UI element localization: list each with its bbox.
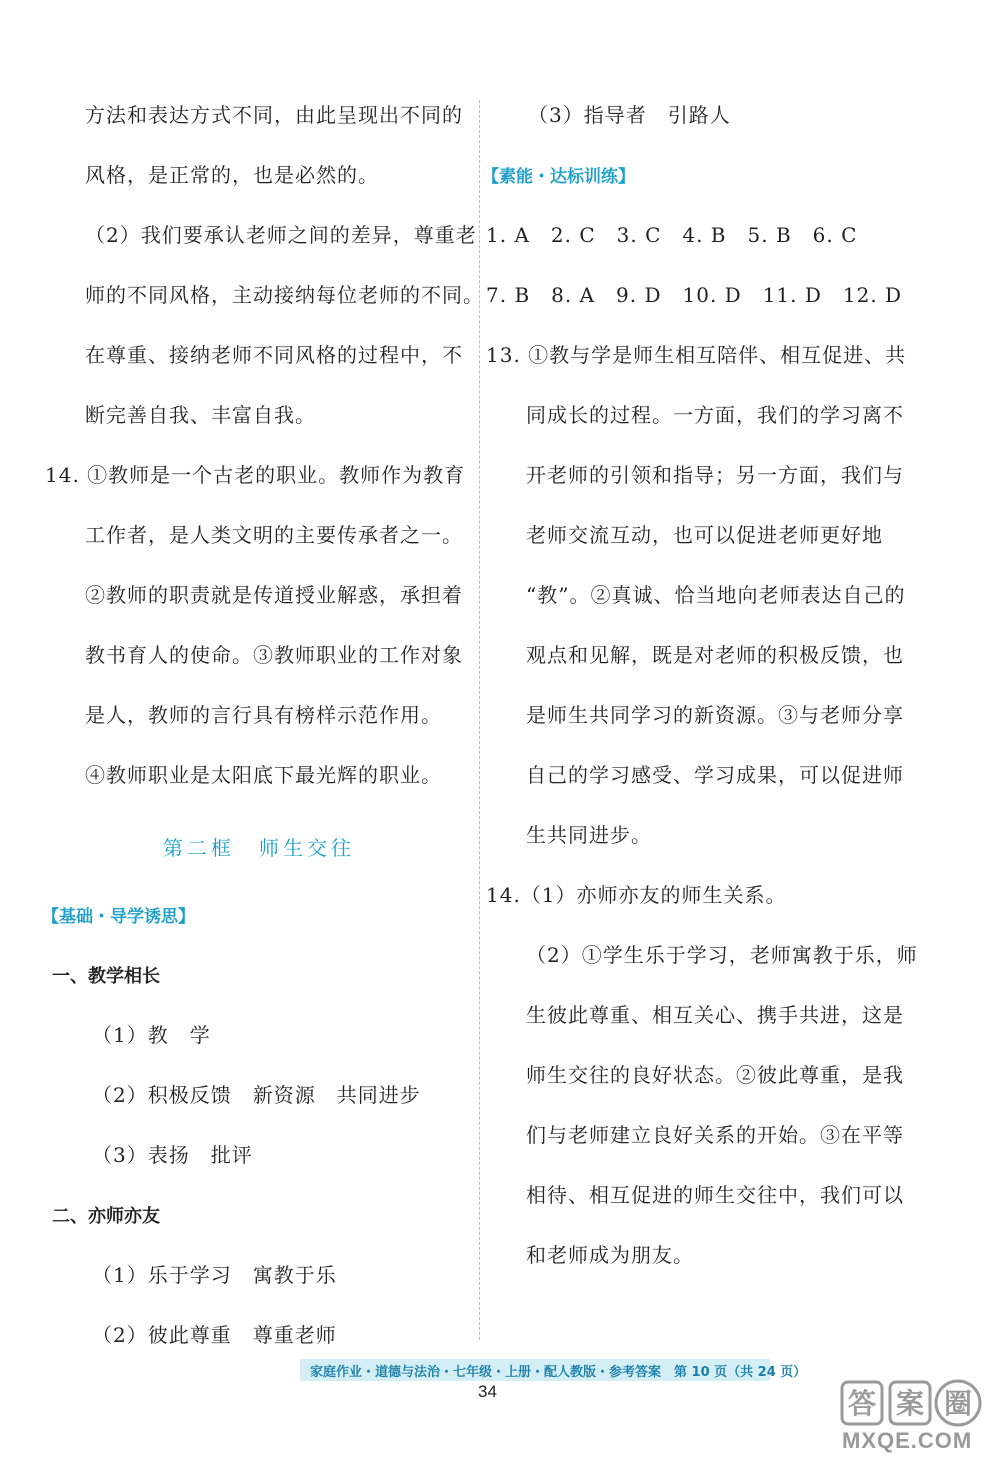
text-line: （3）指导者 引路人 xyxy=(528,103,731,127)
text-line: 观点和见解，既是对老师的积极反馈，也 xyxy=(526,643,904,667)
page-number: 34 xyxy=(478,1382,497,1401)
text-line: “教”。②真诚、恰当地向老师表达自己的 xyxy=(526,583,906,607)
text-line: 断完善自我、丰富自我。 xyxy=(85,403,316,427)
column-divider xyxy=(479,100,480,1340)
answer-row: 7. B 8. A 9. D 10. D 11. D 12. D xyxy=(486,283,903,307)
text-line: （2）我们要承认老师之间的差异，尊重老 xyxy=(85,223,477,247)
text-line: 自己的学习感受、学习成果，可以促进师 xyxy=(526,763,904,787)
text-line: ②教师的职责就是传道授业解惑，承担着 xyxy=(85,583,463,607)
list-item: （1）教 学 xyxy=(92,1023,211,1047)
section-tag-basics: 【基础・导学诱思】 xyxy=(42,907,195,927)
watermark-char: 答 xyxy=(847,1387,877,1420)
text-line: （2）①学生乐于学习，老师寓教于乐，师 xyxy=(526,943,918,967)
heading-teacher-friend: 二、亦师亦友 xyxy=(52,1206,160,1227)
text-line: 风格，是正常的，也是必然的。 xyxy=(85,163,379,187)
list-item: （2）彼此尊重 尊重老师 xyxy=(92,1323,337,1347)
text-line: 生共同进步。 xyxy=(526,823,652,847)
heading-teaching-learning: 一、教学相长 xyxy=(52,966,160,987)
section-tag-practice: 【素能・达标训练】 xyxy=(482,167,635,187)
text-line: 师生交往的良好状态。②彼此尊重，是我 xyxy=(526,1063,904,1087)
text-line: 是人，教师的言行具有榜样示范作用。 xyxy=(85,703,442,727)
list-item: （3）表扬 批评 xyxy=(92,1143,253,1167)
text-line: 工作者，是人类文明的主要传承者之一。 xyxy=(85,523,463,547)
list-item: （2）积极反馈 新资源 共同进步 xyxy=(92,1083,421,1107)
list-item: （1）乐于学习 寓教于乐 xyxy=(92,1263,337,1287)
text-line: 13. ①教与学是师生相互陪伴、相互促进、共 xyxy=(486,343,907,367)
text-line: 们与老师建立良好关系的开始。③在平等 xyxy=(526,1123,904,1147)
text-line: 14. ①教师是一个古老的职业。教师作为教育 xyxy=(45,463,466,487)
watermark-char: 案 xyxy=(895,1387,925,1420)
text-line: 老师交流互动，也可以促进老师更好地 xyxy=(526,523,883,547)
text-line: 是师生共同学习的新资源。③与老师分享 xyxy=(526,703,904,727)
footer-text: 家庭作业・道德与法治・七年级・上册・配人教版・参考答案 第 10 页（共 24 页） xyxy=(310,1365,807,1380)
text-line: ④教师职业是太阳底下最光辉的职业。 xyxy=(85,763,442,787)
watermark-char: 圈 xyxy=(943,1387,973,1420)
text-line: 开老师的引领和指导；另一方面，我们与 xyxy=(526,463,904,487)
answer-row: 1. A 2. C 3. C 4. B 5. B 6. C xyxy=(486,223,858,247)
text-line: 教书育人的使命。③教师职业的工作对象 xyxy=(85,643,463,667)
text-line: 14.（1）亦师亦友的师生关系。 xyxy=(486,883,787,907)
text-line: 同成长的过程。一方面，我们的学习离不 xyxy=(526,403,904,427)
text-line: 师的不同风格，主动接纳每位老师的不同。 xyxy=(85,283,484,307)
text-line: 相待、相互促进的师生交往中，我们可以 xyxy=(526,1183,904,1207)
text-line: 在尊重、接纳老师不同风格的过程中，不 xyxy=(85,343,463,367)
text-line: 生彼此尊重、相互关心、携手共进，这是 xyxy=(526,1003,904,1027)
text-line: 方法和表达方式不同，由此呈现出不同的 xyxy=(85,103,463,127)
subsection-title: 第二框 师生交往 xyxy=(163,836,355,860)
text-line: 和老师成为朋友。 xyxy=(526,1243,694,1267)
watermark-text: MXQE.COM xyxy=(842,1428,973,1453)
